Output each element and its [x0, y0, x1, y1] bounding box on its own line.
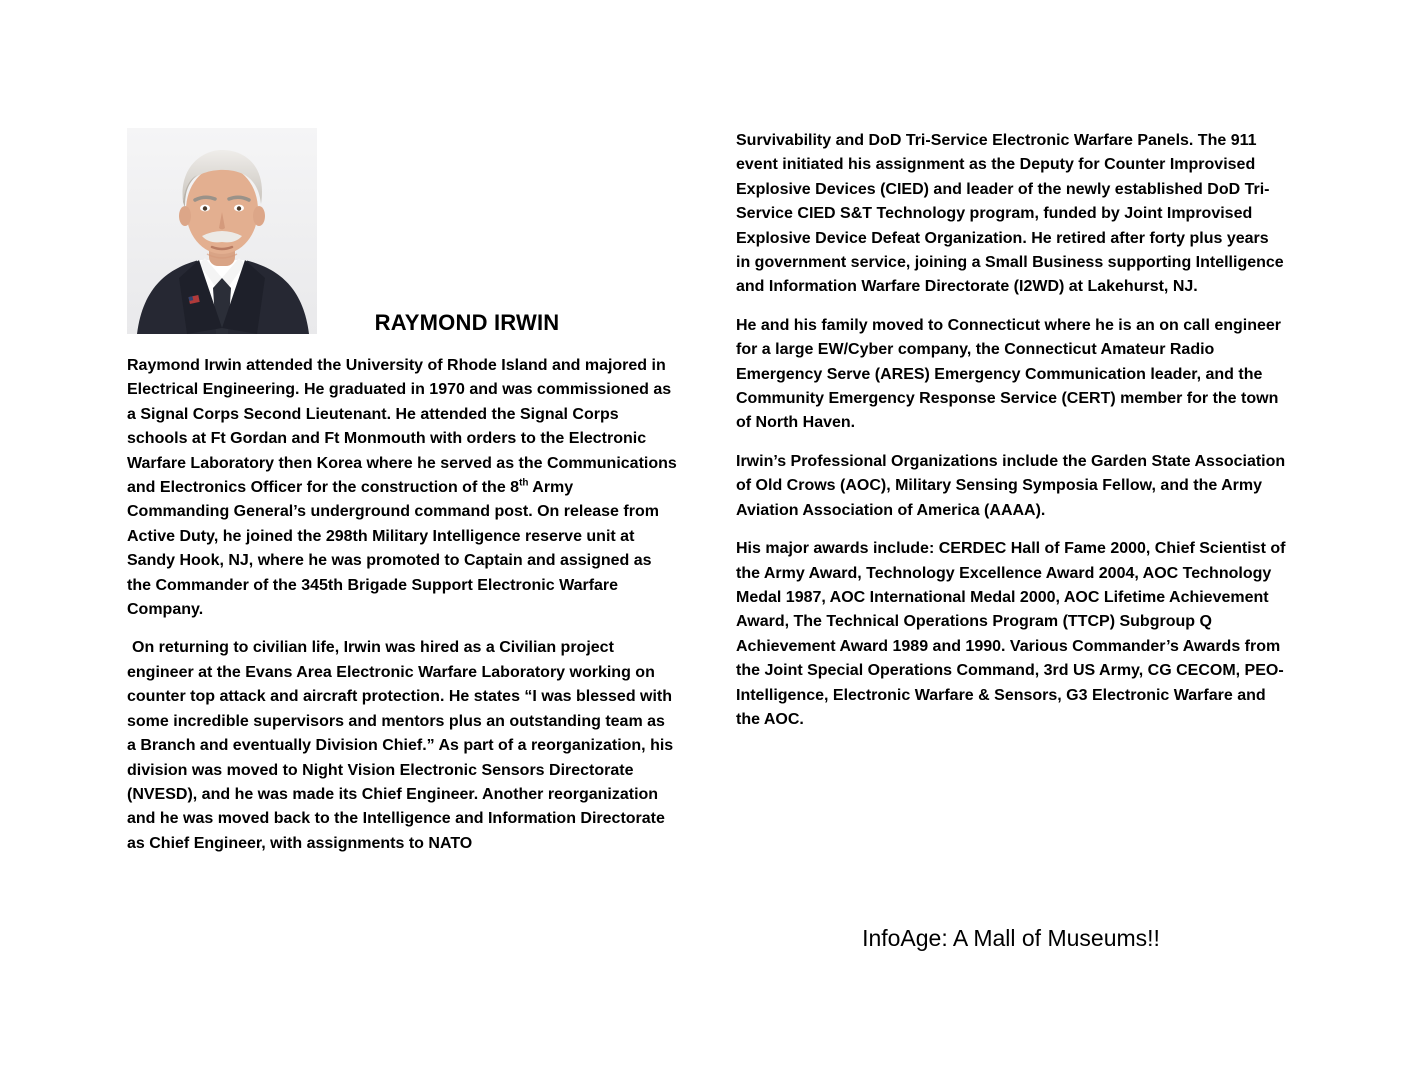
page-title: RAYMOND IRWIN: [374, 310, 560, 335]
portrait-photo-image: [127, 128, 317, 334]
bio-paragraph-1: [127, 354, 678, 622]
bio-paragraph-5: Irwin’s Professional Organizations include the Garden State Association of Old Crows (AOC), Military Sensing Symposia Fellow, and the Army Aviation Association of America (AAAA).: [736, 452, 1286, 519]
left-column: [127, 354, 678, 870]
bio-paragraph-2: On returning to civilian life, Irwin was hired as a Civilian project engineer at the Evans Area Electronic Warfare Laboratory working on counter top attack and aircraft protection. He states “I was blessed with some incredible supervisors and mentors plus an outstanding team as a Branch and eventually Division Chief.” As part of a reorganization, his division was moved to Night Vision Electronic Sensors Directorate (NVESD), and he was made its Chief Engineer. Another reorganization and he was moved back to the Intelligence and Information Directorate as Chief Engineer, with assignments to NATO: [127, 639, 674, 852]
bio-paragraph-1-continued: Army Commanding General’s underground command post. On release from Active Duty, he joined the 298th Military Intelligence reserve unit at Sandy Hook, NJ, where he was promoted to Captain and assigned as the Commander of the 345th Brigade Support Electronic Warfare Company.: [127, 479, 659, 619]
portrait-photo: [127, 128, 317, 334]
bio-paragraph-1-text: Raymond Irwin attended the University of Rhode Island and majored in Electrical Engineering. He graduated in 1970 and was commissioned as a Signal Corps Second Lieutenant. He attended the Signal Corps schools at Ft Gordan and Ft Monmouth with orders to the Electronic Warfare Laboratory then Korea where he served as the Communications and Electronics Officer for the construction of the 8: [127, 357, 677, 497]
bio-paragraph-6: His major awards include: CERDEC Hall of Fame 2000, Chief Scientist of the Army Award, Technology Excellence Award 2004, AOC Technology Medal 1987, AOC International Medal 2000, AOC Lifetime Achievement Award, The Technical Operations Program (TTCP) Subgroup Q Achievement Award 1989 and 1990. Various Commander’s Awards from the Joint Special Operations Command, 3rd US Army, CG CECOM, PEO-Intelligence, Electronic Warfare & Sensors, G3 Electronic Warfare and the AOC.: [736, 540, 1286, 728]
footer-tagline: InfoAge: A Mall of Museums!!: [862, 925, 1160, 951]
ordinal-superscript: th: [519, 477, 529, 489]
right-column: [736, 129, 1286, 746]
bio-paragraph-3: Survivability and DoD Tri-Service Electronic Warfare Panels. The 911 event initiated his assignment as the Deputy for Counter Improvised Explosive Devices (CIED) and leader of the newly established DoD Tri-Service CIED S&T Technology program, funded by Joint Improvised Explosive Device Defeat Organization. He retired after forty plus years in government service, joining a Small Business supporting Intelligence and Information Warfare Directorate (I2WD) at Lakehurst, NJ.: [736, 132, 1284, 296]
bio-paragraph-4: He and his family moved to Connecticut where he is an on call engineer for a large EW/Cyber company, the Connecticut Amateur Radio Emergency Serve (ARES) Emergency Communication leader, and the Community Emergency Response Service (CERT) member for the town of North Haven.: [736, 316, 1282, 432]
